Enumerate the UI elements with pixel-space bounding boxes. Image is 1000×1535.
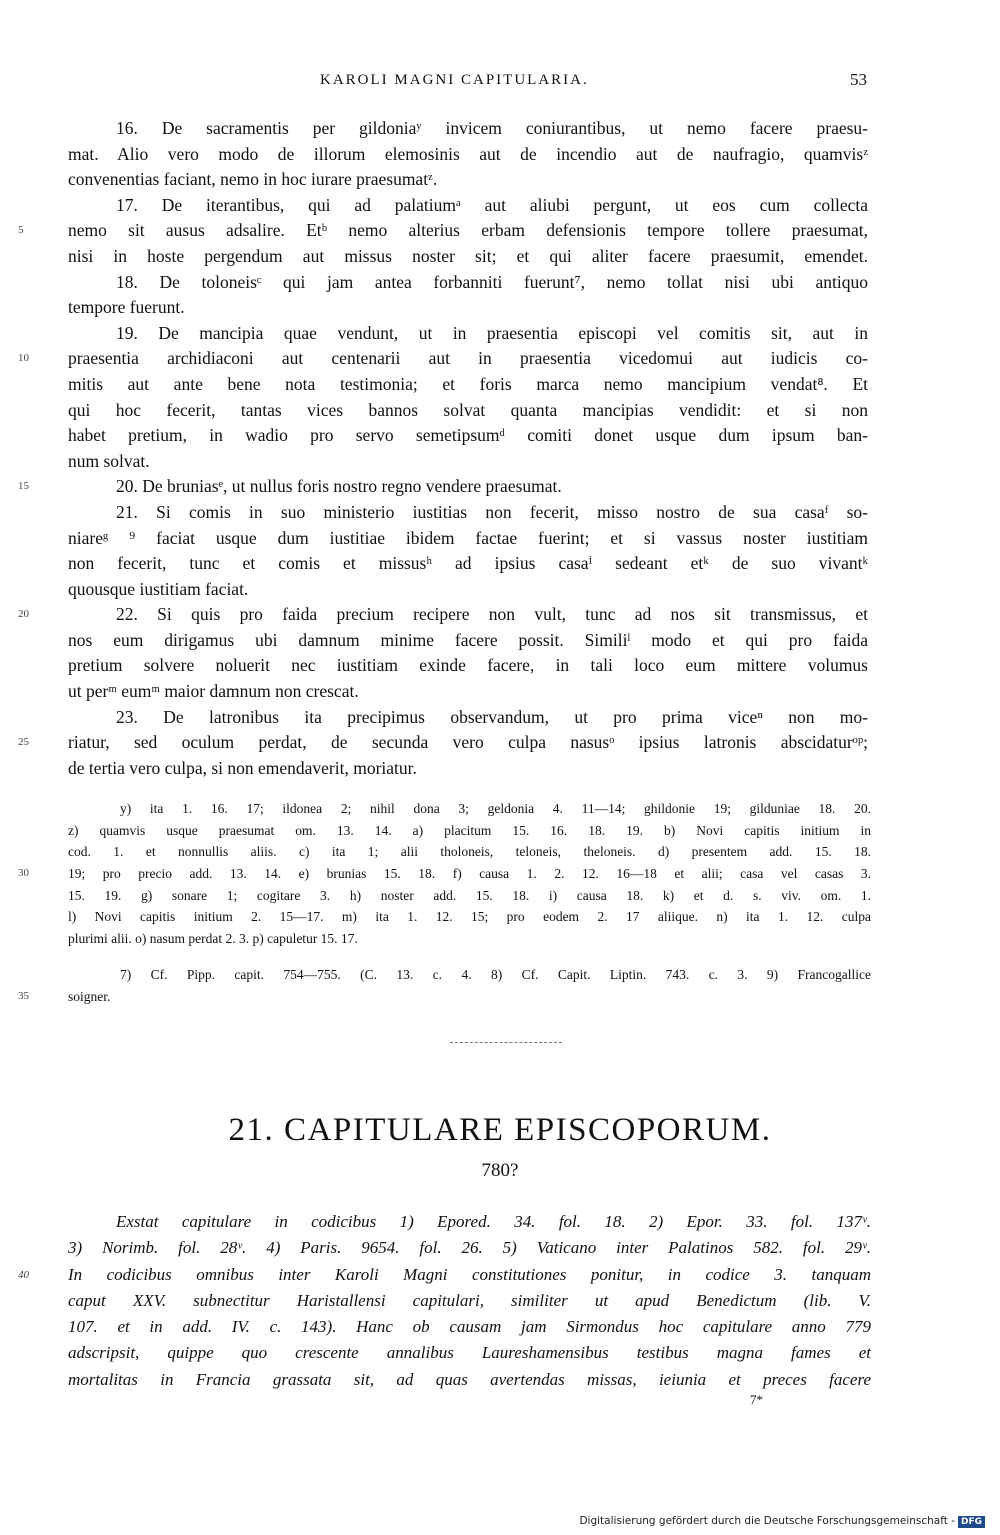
section-title: 21. CAPITULARE EPISCOPORUM. bbox=[228, 1112, 772, 1148]
introduction bbox=[18, 1209, 871, 1393]
line-text: tempore fuerunt. bbox=[68, 297, 185, 318]
variant-notes bbox=[18, 798, 871, 950]
line-text: quousque iustitiam faciat. bbox=[68, 578, 249, 599]
text-line bbox=[18, 218, 868, 244]
line-text: pretium solvere noluerit nec iustitiam exinde facere, in tali loco eum mittere volumus bbox=[68, 655, 868, 676]
footnotes bbox=[18, 798, 871, 1007]
line-text: l) Novi capitis initium 2. 15—17. m) ita 1. 12. 15; pro eodem 2. 17 aliique. n) ita 1. 12. culpa bbox=[68, 909, 871, 925]
line-text: z) quamvis usque praesumat om. 13. 14. a) placitum 15. 16. 18. 19. b) Novi capitis initium in bbox=[68, 822, 871, 838]
line-number: 5 bbox=[18, 224, 24, 237]
text-line bbox=[18, 730, 868, 756]
line-text: convenentias faciant, nemo in hoc iurare praesumatᶻ. bbox=[68, 169, 438, 190]
section-date: 780? bbox=[481, 1160, 519, 1181]
text-line bbox=[68, 679, 868, 705]
page-number: 53 bbox=[850, 70, 867, 89]
line-text: mitis aut ante bene nota testimonia; et foris marca nemo mancipium vendat⁸. Et bbox=[68, 373, 868, 394]
line-text: num solvat. bbox=[68, 450, 150, 471]
line-text: 19; pro precio add. 13. 14. e) brunias 15. 18. f) causa 1. 2. 12. 16—18 et alii; casa vel casas 3. bbox=[68, 866, 871, 882]
line-text: nisi in hoste pergendum aut missus noster sit; et qui aliter facere praesumit, emendet. bbox=[68, 245, 868, 266]
line-text: plurimi alii. o) nasum perdat 2. 3. p) capuletur 15. 17. bbox=[68, 931, 358, 947]
line-text: 15. 19. g) sonare 1; cogitare 3. h) noster add. 15. 18. i) causa 18. k) et d. s. viv. om. 1. bbox=[68, 887, 871, 903]
line-text: soigner. bbox=[68, 988, 111, 1004]
intro-line bbox=[68, 1209, 871, 1235]
line-text: ut perᵐ eumᵐ maior damnum non crescat. bbox=[68, 681, 359, 702]
text-line bbox=[68, 526, 868, 552]
text-line bbox=[68, 295, 868, 321]
text-line bbox=[68, 116, 868, 142]
signature-mark: 7* bbox=[750, 1392, 763, 1407]
text-line bbox=[68, 270, 868, 296]
credit-text: Digitalisierung gefördert durch die Deutsche Forschungsgemeinschaft - bbox=[579, 1515, 955, 1527]
line-text: niareᵍ ⁹ faciat usque dum iustitiae ibidem factae fuerint; et si vassus noster iustitiam bbox=[68, 527, 868, 548]
intro-line bbox=[18, 1262, 871, 1288]
text-line bbox=[68, 321, 868, 347]
line-text: nemo sit ausus adsalire. Etᵇ nemo alterius erbam defensionis tempore tollere praesumat, bbox=[68, 220, 868, 241]
text-line bbox=[68, 628, 868, 654]
text-line bbox=[68, 705, 868, 731]
line-text: qui hoc fecerit, tantas vices bannos solvat quanta mancipias vendidit: et si non bbox=[68, 399, 868, 420]
text-line bbox=[68, 193, 868, 219]
intro-line bbox=[68, 1235, 871, 1261]
line-text: non fecerit, tunc et comis et missusʰ ad ipsius casaⁱ sedeant etᵏ de suo vivantᵏ bbox=[68, 553, 868, 574]
line-number: 35 bbox=[18, 989, 29, 1002]
line-text: nos eum dirigamus ubi damnum minime facere possit. Similiˡ modo et qui pro faida bbox=[68, 629, 868, 650]
line-text: 3) Norimb. fol. 28ᵛ. 4) Paris. 9654. fol. 26. 5) Vaticano inter Palatinos 582. fol. 29ᵛ. bbox=[68, 1238, 871, 1258]
line-number: 25 bbox=[18, 736, 29, 749]
note-line bbox=[68, 798, 871, 820]
text-line bbox=[68, 449, 868, 475]
line-text: 18. De toloneisᶜ qui jam antea forbanniti fuerunt⁷, nemo tollat nisi ubi antiquo bbox=[116, 271, 868, 292]
line-text: 23. De latronibus ita precipimus observandum, ut pro prima viceⁿ non mo- bbox=[116, 706, 868, 727]
running-title: KAROLI MAGNI CAPITULARIA. bbox=[320, 72, 589, 88]
text-line bbox=[68, 142, 868, 168]
line-text: praesentia archidiaconi aut centenarii aut in praesentia vicedomui aut iudicis co- bbox=[68, 348, 868, 369]
line-text: habet pretium, in wadio pro servo semetipsumᵈ comiti donet usque dum ipsum ban- bbox=[68, 425, 868, 446]
text-line bbox=[68, 551, 868, 577]
text-line bbox=[68, 756, 868, 782]
intro-line bbox=[68, 1367, 871, 1393]
line-text: mortalitas in Francia grassata sit, ad quas avertendas missas, ieiunia et preces facere bbox=[68, 1369, 871, 1389]
running-header bbox=[0, 72, 1000, 96]
line-text: riatur, sed oculum perdat, de secunda vero culpa nasusᵒ ipsius latronis abscidaturᵒᵖ; bbox=[68, 732, 868, 753]
text-line bbox=[68, 398, 868, 424]
line-text: de tertia vero culpa, si non emendaverit, moriatur. bbox=[68, 757, 417, 778]
line-text: mat. Alio vero modo de illorum elemosinis aut de incendio aut de naufragio, quamvisᶻ bbox=[68, 143, 868, 164]
line-text: adscripsit, quippe quo crescente annalibus Laureshamensibus testibus magna fames et bbox=[68, 1343, 871, 1363]
dfg-logo: DFG bbox=[958, 1516, 985, 1528]
note-line bbox=[68, 820, 871, 842]
note-line bbox=[68, 928, 871, 950]
text-line bbox=[18, 346, 868, 372]
note-line bbox=[18, 863, 871, 885]
source-notes bbox=[18, 964, 871, 1007]
line-text: 17. De iterantibus, qui ad palatiumᵃ aut aliubi pergunt, ut eos cum collecta bbox=[116, 194, 868, 215]
intro-line bbox=[68, 1288, 871, 1314]
text-line bbox=[68, 653, 868, 679]
note-line bbox=[68, 841, 871, 863]
line-number: 40 bbox=[18, 1268, 29, 1281]
line-number: 30 bbox=[18, 867, 29, 880]
line-text: Exstat capitulare in codicibus 1) Epored. 34. fol. 18. 2) Epor. 33. fol. 137ᵛ. bbox=[116, 1212, 871, 1231]
text-line bbox=[18, 602, 868, 628]
capitulary-text bbox=[18, 116, 868, 781]
line-text: 22. Si quis pro faida precium recipere non vult, tunc ad nos sit transmissus, et bbox=[116, 604, 868, 625]
text-line bbox=[68, 577, 868, 603]
digitization-credit bbox=[0, 1515, 985, 1528]
line-text: 16. De sacramentis per gildoniaʸ invicem coniurantibus, ut nemo facere praesu- bbox=[116, 118, 868, 138]
line-text: 21. Si comis in suo ministerio iustitias non fecerit, misso nostro de sua casaᶠ so- bbox=[116, 501, 868, 522]
line-number: 20 bbox=[18, 608, 29, 621]
line-text: 20. De bruniasᵉ, ut nullus foris nostro regno vendere praesumat. bbox=[116, 476, 562, 497]
text-line bbox=[68, 500, 868, 526]
line-text: 107. et in add. IV. c. 143). Hanc ob causam jam Sirmondus hoc capitulare anno 779 bbox=[68, 1317, 871, 1337]
text-line bbox=[68, 372, 868, 398]
line-text: cod. 1. et nonnullis aliis. c) ita 1; alii tholoneis, teloneis, theloneis. d) presentem add. 15. 18. bbox=[68, 844, 871, 860]
note-line bbox=[18, 986, 871, 1008]
text-line bbox=[68, 423, 868, 449]
note-line bbox=[68, 906, 871, 928]
text-line bbox=[18, 474, 868, 500]
note-line bbox=[68, 885, 871, 907]
line-text: 19. De mancipia quae vendunt, ut in praesentia episcopi vel comitis sit, aut in bbox=[116, 322, 868, 343]
line-text: y) ita 1. 16. 17; ildonea 2; nihil dona 3; geldonia 4. 11—14; ghildonie 19; gilduniae 18. 20. bbox=[120, 801, 871, 816]
line-text: caput XXV. subnectitur Haristallensi capitulari, similiter ut apud Benedictum (lib. V. bbox=[68, 1290, 871, 1310]
text-line bbox=[68, 244, 868, 270]
intro-line bbox=[68, 1314, 871, 1340]
line-number: 10 bbox=[18, 352, 29, 365]
intro-line bbox=[68, 1340, 871, 1366]
section-divider bbox=[450, 1042, 562, 1043]
line-text: 7) Cf. Pipp. capit. 754—755. (C. 13. c. 4. 8) Cf. Capit. Liptin. 743. c. 3. 9) Francogallice bbox=[120, 966, 871, 982]
line-text: In codicibus omnibus inter Karoli Magni constitutiones ponitur, in codice 3. tanquam bbox=[68, 1264, 871, 1284]
note-line bbox=[68, 964, 871, 986]
text-line bbox=[68, 167, 868, 193]
line-number: 15 bbox=[18, 480, 29, 493]
